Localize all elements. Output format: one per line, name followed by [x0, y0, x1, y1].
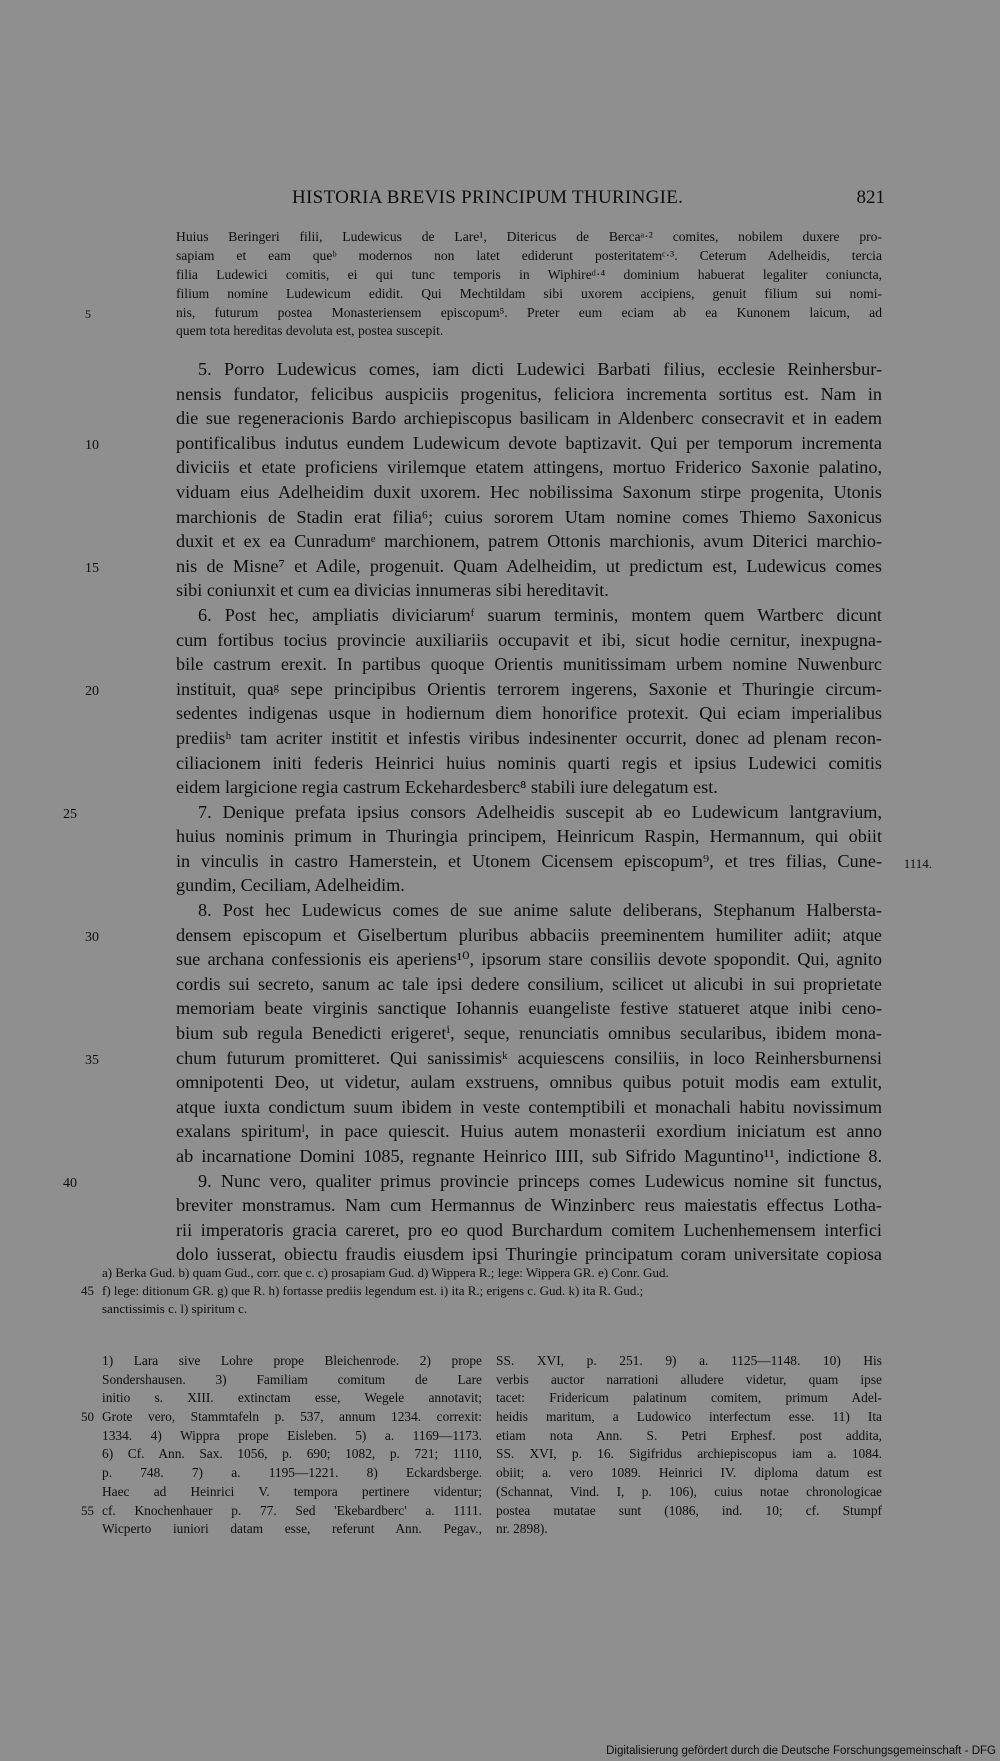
body-line: diviciis et etate proficiens virilemque etatem attingens, mortuo Friderico Saxonie palatino, [176, 457, 882, 478]
line-number: 15 [85, 560, 99, 576]
body-line: in vinculis in castro Hamerstein, et Utonem Cicensem episcopum⁹, et tres filias, Cune- 1114. [176, 849, 882, 874]
intro-line: quem tota hereditas devoluta est, postea suscepit. [176, 323, 444, 339]
footnote-line: p. 748. 7) a. 1195—1221. 8) Eckardsberge. [102, 1465, 482, 1481]
footnote-line: verbis auctor narrationi alludere videtur, quam ipse [496, 1371, 882, 1387]
footnotes-right-column [496, 1352, 882, 1539]
page-number: 821 [856, 187, 885, 208]
body-line: bile castrum erexit. In partibus quoque Orientis munitissimam urbem nomine Nuwenburc [176, 654, 882, 675]
margin-year: 1114. [903, 855, 932, 871]
body-line: eidem largicione regia castrum Eckehardesberc⁸ stabili iure delegatum est. [176, 777, 718, 798]
line-number: 10 [85, 437, 99, 453]
body-line: ab incarnatione Domini 1085, regnante Heinrico IIII, sub Sifrido Maguntino¹¹, indictione 8. [176, 1146, 882, 1166]
footnote-line: nr. 2898). [496, 1521, 548, 1537]
line-number: 55 [81, 1502, 94, 1518]
footnotes-left-column [81, 1352, 482, 1539]
line-number: 35 [85, 1052, 99, 1068]
footnote-line: tacet: Fridericum palatinum comitem, primum Adel- [496, 1390, 882, 1406]
body-line: 30 densem episcopum et Giselbertum pluribus abbaciis preeminentem humiliter adiit; atque [176, 923, 882, 948]
body-line: 8. Post hec Ludewicus comes de sue anime salute deliberans, Stephanum Halbersta- [198, 900, 882, 921]
footnote-line: initio s. XIII. extinctam esse, Wegele annotavit; [102, 1390, 482, 1406]
body-line: rii imperatoris gracia careret, pro eo quod Burchardum comitem Luchenhemensem interfici [176, 1219, 882, 1240]
body-line: 25 7. Denique prefata ipsius consors Adelheidis suscepit ab eo Ludewicum lantgravium, [176, 800, 882, 825]
intro-line: Huius Beringeri filii, Ludewicus de Lare¹, Ditericus de Bercaᵃ·² comites, nobilem duxere pro- [176, 229, 882, 244]
variant-note-line: a) Berka Gud. b) quam Gud., corr. que c. c) prosapiam Gud. d) Wippera R.; lege: Wippera GR. e) Conr. Gud. [102, 1265, 669, 1280]
body-line: die sue regeneracionis Bardo archiepiscopus basilicam in Aldenberc consecravit et in eadem [176, 408, 882, 429]
line-number: 5 [85, 306, 91, 321]
footnote-line: 55 cf. Knochenhauer p. 77. Sed 'Ekebardberc' a. 1111. [102, 1502, 482, 1521]
body-line: duxit et ex ea Cunradumᵉ marchionem, patrem Ottonis marchionis, avum Diterici marchio- [176, 531, 882, 552]
footnote-line: SS. XVI, p. 16. Sigifridus archiepiscopus iam a. 1084. [496, 1446, 882, 1462]
footnote-line: SS. XVI, p. 251. 9) a. 1125—1148. 10) His [496, 1353, 882, 1368]
body-line: 10 pontificalibus indutus eundem Ludewicum devote baptizavit. Qui per temporum incrementa [176, 431, 882, 456]
intro-line: filia Ludewici comitis, ei qui tunc temporis in Wiphireᵈ·⁴ dominium habuerat legaliter coniuncta, [176, 266, 882, 282]
body-line: 20 instituit, quaᵍ sepe principibus Orientis terrorem ingerens, Saxonie et Thuringie circum- [176, 677, 882, 702]
intro-paragraph [85, 228, 882, 341]
body-line: ciliacionem initi federis Heinrici huius nominis quarti regis et ipsius Ludewici comitis [176, 752, 882, 773]
variant-notes [81, 1264, 882, 1318]
footnote-line: etiam nota Ann. S. Petri Erphesf. post addita, [496, 1427, 882, 1443]
body-line: breviter monstramus. Nam cum Hermannus de Winzinberc reus maiestatis effectus Lotha- [176, 1195, 882, 1216]
body-line: nensis fundator, felicibus auspiciis progenitus, feliciora incrementa sortitus est. Nam in [176, 383, 882, 404]
footnote-line: Sondershausen. 3) Familiam comitum de Lare [102, 1371, 482, 1387]
body-line: 5. Porro Ludewicus comes, iam dicti Ludewici Barbati filius, ecclesie Reinhersbur- [198, 359, 882, 379]
footnote-line: 1334. 4) Wippra prope Eisleben. 5) a. 1169—1173. [102, 1427, 482, 1443]
body-line: 35 chum futurum promitteret. Qui sanissimisᵏ acquiescens consiliis, in loco Reinhersburnensi [176, 1046, 882, 1071]
body-line: omnipotenti Deo, ut videtur, aulam exstruens, omnibus quibus potuit modis eam extulit, [176, 1072, 882, 1093]
line-number: 40 [63, 1175, 77, 1191]
body-line: huius nominis primum in Thuringia principem, Heinricum Raspin, Hermannum, qui obiit [176, 826, 882, 847]
body-line: 40 9. Nunc vero, qualiter primus provincie princeps comes Ludewicus nomine sit functus, [176, 1169, 882, 1194]
variant-note-line: sanctissimis c. l) spiritum c. [102, 1301, 248, 1316]
line-number: 45 [81, 1283, 94, 1298]
body-line: exalans spiritumˡ, in pace quiescit. Huius autem monasterii exordium iniciatum est anno [176, 1121, 882, 1142]
line-number: 30 [85, 929, 99, 945]
footnote-line: heidis maritum, a Ludowico interfectum esse. 11) Ita [496, 1409, 882, 1425]
line-number: 20 [85, 683, 99, 699]
line-number: 50 [81, 1409, 94, 1425]
running-header [0, 187, 1000, 217]
body-line: sue archana confessionis eis aperiens¹⁰, ipsorum stare consiliis devote spopondit. Qui, agnito [176, 949, 882, 970]
footnote-line: postea mutatae sunt (1086, ind. 10; cf. Stumpf [496, 1502, 882, 1518]
body-line: 15 nis de Misne⁷ et Adile, progenuit. Quam Adelheidim, ut predictum est, Ludewicus comes [176, 554, 882, 579]
footnote-line: obiit; a. vero 1089. Heinrici IV. diploma datum est [496, 1465, 882, 1481]
body-line: sedentes indigenas usque in hodiernum diem honorifice protexit. Qui eciam imperialibus [176, 703, 882, 724]
footnote-line: Haec ad Heinrici V. tempora pertinere videntur; [102, 1483, 482, 1499]
footnote-line: (Schannat, Vind. I, p. 106), cuius notae chronologicae [496, 1483, 882, 1499]
footnote-line: Wicperto iuniori datam esse, referunt Ann. Pegav., [102, 1521, 482, 1537]
line-number: 25 [63, 806, 77, 822]
body-line: prediisʰ tam acriter institit et infestis viribus indesinenter occurrit, donec ad plenam recon- [176, 727, 882, 748]
intro-line: filium nomine Ludewicum edidit. Qui Mechtildam sibi uxorem accipiens, genuit filium sui nomi- [176, 285, 882, 301]
body-line: cordis sui secreto, sanum ac tale ipsi dedere consilium, scilicet ut alicubi in sui proprietate [176, 973, 882, 994]
footnote-line: 50 Grote vero, Stammtafeln p. 537, annum 1234. correxit: [102, 1408, 482, 1427]
page-title: HISTORIA BREVIS PRINCIPUM THURINGIE. [292, 187, 684, 208]
variant-note-line: 45 f) lege: ditionum GR. g) que R. h) fortasse prediis legendum est. i) ita R.; erigens c. Gud. k) ita R. Gud.; [81, 1283, 644, 1298]
intro-line: 5 nis, futurum postea Monasteriensem episcopum⁵. Preter eum eciam ab ea Kunonem laicum, ad [176, 304, 882, 323]
body-line: dolo iusserat, obiectu fraudis eiusdem ipsi Thuringie principatum coram universitate copiosa [176, 1244, 882, 1265]
intro-line: sapiam et eam queᵇ modernos non latet ediderunt posteritatemᶜ·³. Ceterum Adelheidis, tercia [176, 247, 882, 263]
body-line: memoriam beate virginis sanctique Iohannis euangeliste festive statueret atque inibi ceno- [176, 998, 882, 1019]
body-line: 6. Post hec, ampliatis diviciarumᶠ suarum terminis, montem quem Wartberc dicunt [198, 604, 882, 625]
body-line: bium sub regula Benedicti erigeretⁱ, seque, renunciatis omnibus secularibus, ibidem mona- [176, 1023, 882, 1044]
body-line: cum fortibus tocius provincie auxiliariis occupavit et ibi, sicut hodie cernitur, inexpugna- [176, 629, 882, 650]
body-line: marchionis de Stadin erat filia⁶; cuius sororem Utam nomine comes Thiemo Saxonicus [176, 506, 882, 527]
footnote-line: 6) Cf. Ann. Sax. 1056, p. 690; 1082, p. 721; 1110, [102, 1446, 482, 1462]
funding-notice: Digitalisierung gefördert durch die Deutsche Forschungsgemeinschaft - DFG [606, 1745, 996, 1757]
body-line: atque iuxta condictum suum ibidem in veste contemptibili et monachali habitu novissimum [176, 1096, 882, 1117]
footnote-line: 1) Lara sive Lohre prope Bleichenrode. 2) prope [102, 1353, 482, 1368]
body-line: viduam eius Adelheidim duxit uxorem. Hec nobilissima Saxonum stirpe progenita, Utonis [176, 481, 882, 502]
body-line: gundim, Ceciliam, Adelheidim. [176, 875, 405, 896]
body-line: sibi coniunxit et cum ea divicias innumeras sibi hereditavit. [176, 580, 609, 601]
